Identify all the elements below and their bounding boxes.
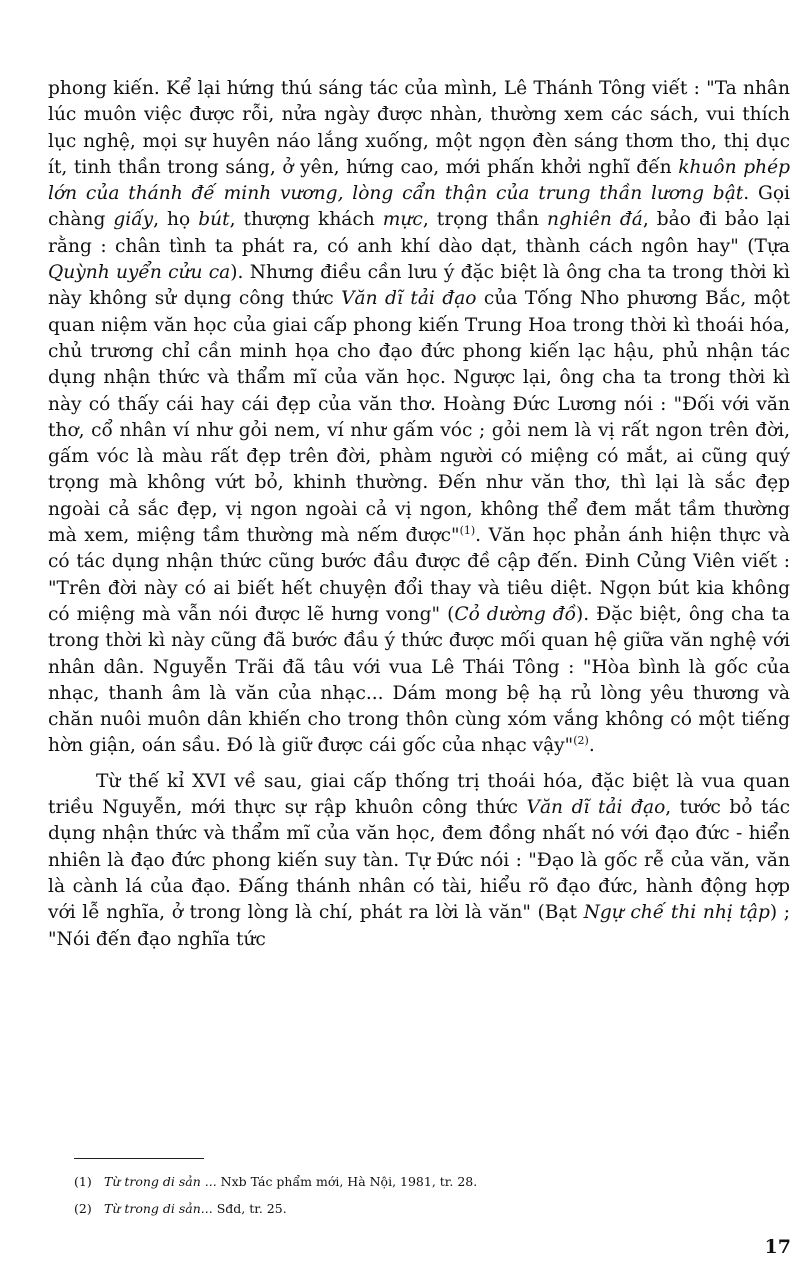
- italic-text: nghiên đá: [547, 209, 643, 231]
- text-run: ) ; "Nói đến đạo nghĩa tức: [48, 902, 791, 950]
- text-run: , thượng khách: [229, 209, 383, 231]
- text-run: , tước bỏ tác dụng nhận thức và thẩm mĩ của văn học, đem đồng nhất nó với đạo đức - hiển nhiên là đạo đức phong kiến suy tàn. Tự Đức nói : "Đạo là gốc rễ của văn, văn là cành lá của đạo. Đấng thánh nhân có tài, hiểu rõ đạo đức, hành động hợp với lễ nghĩa, ở trong lòng là chí, phát ra lời là văn" (Bạt: [48, 797, 791, 924]
- italic-text: Cỏ dường đồ: [454, 603, 577, 625]
- italic-text: Ngự chế thi nhị tập: [583, 902, 770, 924]
- text-run: Từ thế kỉ XVI về sau, giai cấp thống trị thoái hóa, đặc biệt là vua quan triều Nguyễn, mới thực sự rập khuôn công thức: [48, 770, 790, 819]
- page-number: 17: [764, 1236, 791, 1258]
- footnote-source: Từ trong di sản ...: [104, 1174, 217, 1189]
- text-run: , trọng thần: [422, 209, 548, 231]
- footnote-ref: (1): [459, 523, 476, 537]
- italic-text: bút: [198, 209, 230, 231]
- text-run: ). Nhưng điều cần lưu ý đặc biệt là ông cha ta trong thời kì này không sử dụng công thức: [48, 262, 790, 310]
- text-run: , bảo đi bảo lại rằng : chân tình ta phát ra, có anh khí dào dạt, thành cách ngôn hay" (Tựa: [48, 209, 791, 257]
- footnote-1: [74, 1168, 477, 1195]
- footnote-detail: Nxb Tác phẩm mới, Hà Nội, 1981, tr. 28.: [216, 1174, 478, 1189]
- text-run: , họ: [153, 209, 199, 231]
- text-run: của Tống Nho phương Bắc, một quan niệm văn học của giai cấp phong kiến Trung Hoa trong thời kì thoái hóa, chủ trương chỉ cần minh họa cho đạo đức phong kiến lạc hậu, phủ nhận tác dụng nhận thức và thẩm mĩ của văn học. Ngược lại, ông cha ta trong thời kì này có thấy cái hay cái đẹp của văn thơ. Hoàng Đức Lương nói : "Đối với văn thơ, cổ nhân ví như gỏi nem, ví như gấm vóc ; gỏi nem là vị rất ngon trên đời, gấm vóc là màu rất đẹp trên đời, phàm người có miệng có mắt, ai cũng quý trọng mà không vứt bỏ, khinh thường. Đến như văn thơ, thì lại là sắc đẹp ngoài cả sắc đẹp, vị ngon ngoài cả vị ngon, không thể đem mắt tầm thường mà xem, miệng tầm thường mà nếm được": [48, 288, 790, 547]
- main-text: [48, 76, 790, 953]
- footnote-divider: [74, 1158, 204, 1159]
- italic-text: Văn dĩ tải đạo: [341, 288, 477, 310]
- italic-text: Văn dĩ tải đạo: [526, 797, 666, 819]
- text-run: . Gọi chàng: [48, 183, 790, 231]
- footnotes: [74, 1168, 477, 1222]
- italic-text: Quỳnh uyển cửu ca: [48, 262, 231, 284]
- italic-text: giấy: [113, 209, 154, 231]
- footnote-2: [74, 1195, 477, 1222]
- footnote-source: Từ trong di sản...: [104, 1201, 213, 1216]
- text-run: ). Đặc biệt, ông cha ta trong thời kì này cũng đã bước đầu ý thức được mối quan hệ giữa văn nghệ với nhân dân. Nguyễn Trãi đã tâu với vua Lê Thái Tông : "Hòa bình là gốc của nhạc, thanh âm là văn của nhạc... Dám mong bệ hạ rủ lòng yêu thương và chăn nuôi muôn dân khiến cho trong thôn cùng xóm vắng không có một tiếng hờn giận, oán sầu. Đó là giữ được cái gốc của nhạc vậy": [48, 603, 790, 757]
- footnote-number: (2): [74, 1201, 92, 1216]
- footnote-number: (1): [74, 1174, 92, 1189]
- italic-text: khuôn phép lớn của thánh đế minh vương, lòng cẩn thận của trung thần lương bật: [48, 156, 790, 205]
- paragraph-2: [48, 769, 790, 953]
- footnote-ref: (2): [573, 734, 589, 748]
- text-run: . Văn học phản ánh hiện thực và có tác dụng nhận thức cũng bước đầu được đề cập đến. Đinh Củng Viên viết : "Trên đời này có ai biết hết chuyện đổi thay và tiêu diệt. Ngọn bút kia không có miệng mà vẫn nói được lẽ hưng vong" (: [48, 525, 790, 625]
- footnote-detail: Sđd, tr. 25.: [212, 1201, 287, 1216]
- paragraph-1: [48, 76, 790, 760]
- italic-text: mực: [382, 209, 423, 231]
- text-run: .: [588, 735, 595, 757]
- text-run: phong kiến. Kể lại hứng thú sáng tác của mình, Lê Thánh Tông viết : "Ta nhân lúc muôn việc được rỗi, nửa ngày được nhàn, thường xem các sách, vui thích lục nghệ, mọi sự huyên náo lắng xuống, một ngọn đèn sáng thơm tho, thị dục ít, tinh thần trong sáng, ở yên, hứng cao, mới phấn khởi nghĩ đến: [48, 78, 790, 178]
